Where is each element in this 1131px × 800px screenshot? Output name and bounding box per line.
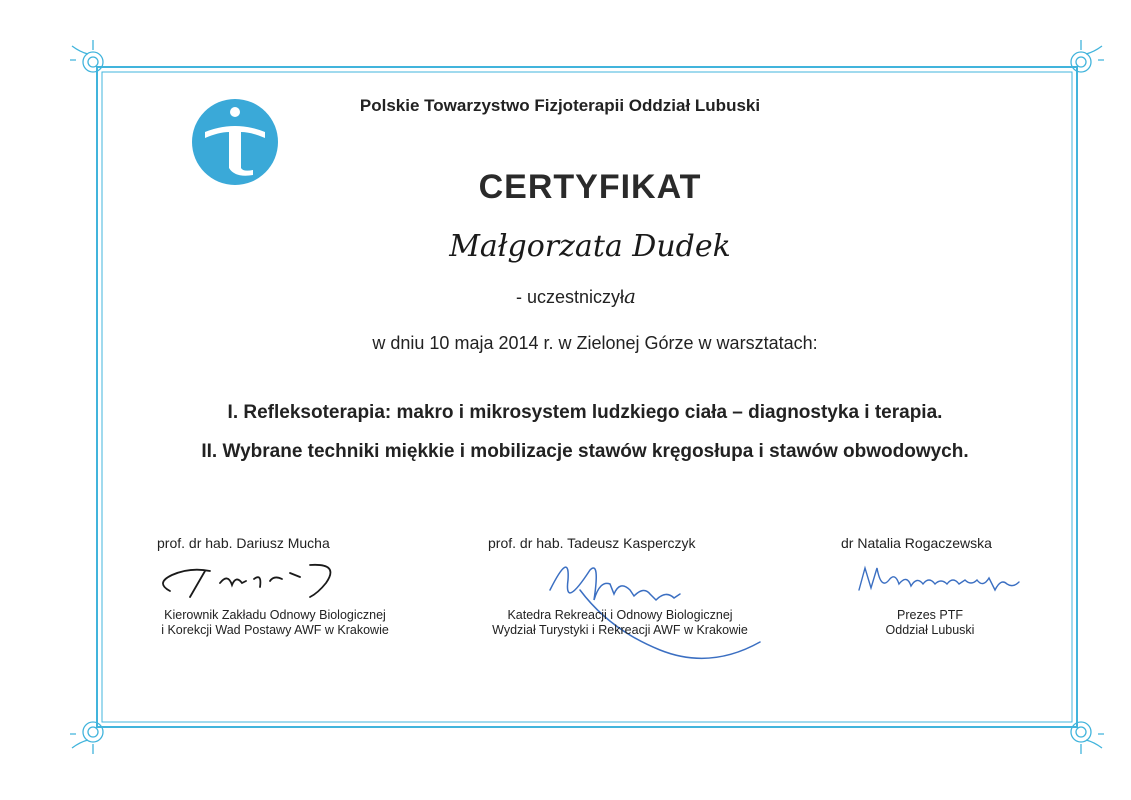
workshop-topic-1: I. Refleksoterapia: makro i mikrosystem ludzkiego ciała – diagnostyka i terapia. (227, 402, 943, 423)
ptf-logo-icon (191, 98, 279, 186)
signatory-1-desc-line-2: i Korekcji Wad Postawy AWF w Krakowie (161, 623, 389, 637)
participated-line (516, 284, 636, 308)
signatory-2-description (470, 608, 770, 638)
participated-prefix: - uczestniczył (516, 287, 625, 307)
signatory-3-name: dr Natalia Rogaczewska (841, 535, 992, 551)
signatory-1-name: prof. dr hab. Dariusz Mucha (157, 535, 330, 551)
signatory-1-signature (150, 553, 360, 603)
organization-name: Polskie Towarzystwo Fizjoterapii Oddział Lubuski (359, 96, 761, 115)
certificate-title: CERTYFIKAT (478, 168, 702, 206)
svg-text:Małgorzata Dudek: Małgorzata Dudek (449, 229, 731, 264)
signatory-3-desc-line-1: Prezes PTF (897, 608, 963, 622)
participant-name-handwritten (400, 222, 780, 272)
signatory-2-desc-line-1: Katedra Rekreacji i Odnowy Biologicznej (507, 608, 733, 622)
signatory-2-name: prof. dr hab. Tadeusz Kasperczyk (488, 535, 696, 551)
signatory-3-description (840, 608, 1020, 638)
signatory-2-desc-line-2: Wydział Turystyki i Rekreacji AWF w Krakowie (492, 623, 748, 637)
participated-suffix-handwritten: a (624, 284, 636, 308)
workshop-topic-2: II. Wybrane techniki miękkie i mobilizacje stawów kręgosłupa i stawów obwodowych. (201, 441, 969, 462)
signatory-3-desc-line-2: Oddział Lubuski (885, 623, 975, 637)
signatory-3-signature (855, 560, 1025, 600)
signatory-1-desc-line-1: Kierownik Zakładu Odnowy Biologicznej (164, 608, 386, 622)
signatory-1-description (140, 608, 410, 638)
date-location-line: w dniu 10 maja 2014 r. w Zielonej Górze w warsztatach: (372, 333, 818, 353)
